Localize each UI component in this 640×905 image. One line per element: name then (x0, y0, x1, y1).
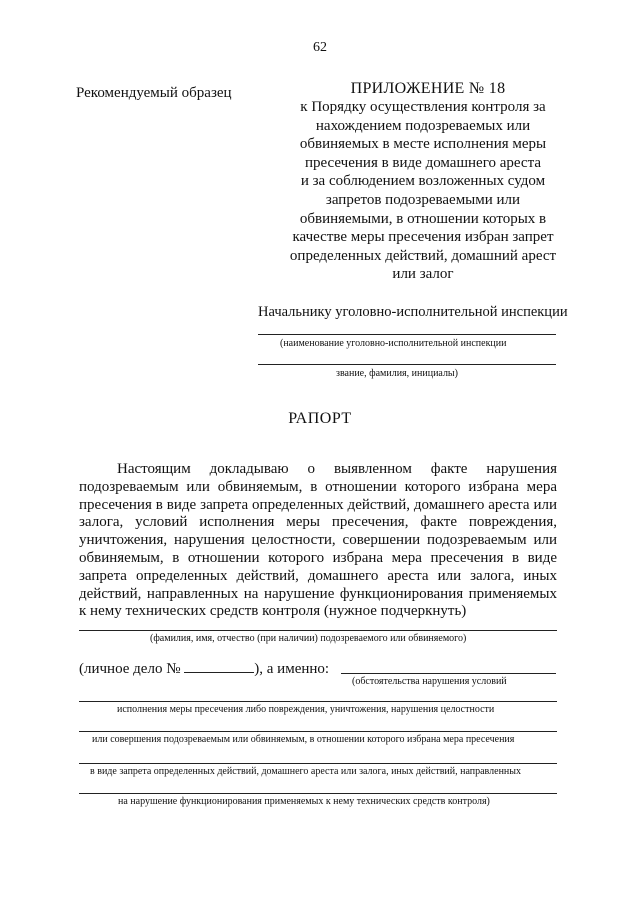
violation-field-1[interactable] (79, 701, 557, 702)
rank-name-caption: звание, фамилия, инициалы) (336, 368, 458, 379)
document-title: РАПОРТ (288, 410, 352, 427)
appendix-line: запретов подозреваемыми или (325, 191, 521, 208)
circumstances-field[interactable] (341, 673, 556, 674)
violation-field-4[interactable] (79, 793, 557, 794)
body-line: обвиняемым, в отношении которого избрана мера пресечения в виде (79, 549, 557, 566)
case-number-line (79, 660, 329, 678)
appendix-line: определенных действий, домашний арест (289, 247, 557, 264)
report-body (79, 461, 557, 621)
appendix-line: обвиняемыми, в отношении которых в (299, 210, 547, 227)
body-line: запрета определенных действий, домашнего ареста или залога, иных (79, 567, 557, 584)
appendix-title: ПРИЛОЖЕНИЕ № 18 (350, 80, 506, 97)
body-line: действий, направленных на нарушение функционирования применяемых (79, 585, 557, 602)
fio-caption: (фамилия, имя, отчество (при наличии) подозреваемого или обвиняемого) (150, 633, 467, 644)
appendix-description (282, 98, 564, 284)
body-line: Настоящим докладываю о выявленном факте нарушения (117, 461, 557, 477)
addressee-line: Начальнику уголовно-исполнительной инспекции (258, 304, 568, 320)
appendix-line: к Порядку осуществления контроля за (300, 99, 546, 115)
inspection-name-field[interactable] (258, 334, 556, 335)
rank-name-field[interactable] (258, 364, 556, 365)
violation-caption-3: в виде запрета определенных действий, домашнего ареста или залога, иных действий, направленных (90, 766, 522, 777)
body-line: пресечения в виде запрета определенных действий, домашнего ареста или (79, 496, 557, 513)
case-number-field[interactable] (184, 660, 254, 673)
violation-field-3[interactable] (79, 763, 557, 764)
appendix-line: обвиняемых в месте исполнения меры (299, 136, 547, 153)
case-number-prefix: (личное дело № (79, 661, 181, 677)
body-line: уничтожения, нарушения целостности, совершении подозреваемым или (79, 532, 557, 549)
appendix-line: качестве меры пресечения избран запрет (292, 229, 554, 246)
recommended-sample-label: Рекомендуемый образец (76, 85, 232, 101)
violation-caption-4: на нарушение функционирования применяемых к нему технических средств контроля) (118, 796, 490, 807)
violation-caption-2: или совершения подозреваемым или обвиняемым, в отношении которого избрана мера пресечения (92, 734, 515, 745)
case-number-suffix: ), а именно: (254, 661, 330, 677)
circumstances-caption: (обстоятельства нарушения условий (352, 676, 507, 687)
body-line: к нему технических средств контроля (нужное подчеркнуть) (79, 603, 467, 620)
appendix-line: нахождением подозреваемых или (315, 117, 531, 134)
inspection-name-caption: (наименование уголовно-исполнительной инспекции (280, 338, 507, 349)
appendix-line: пресечения в виде домашнего ареста (305, 154, 541, 171)
appendix-line: или залог (392, 266, 454, 283)
body-line: залога, условий исполнения меры пресечения, факте повреждения, (79, 514, 557, 531)
violation-field-2[interactable] (79, 731, 557, 732)
violation-caption-1: исполнения меры пресечения либо повреждения, уничтожения, нарушения целостности (117, 704, 495, 715)
page-number: 62 (313, 40, 327, 55)
fio-field[interactable] (79, 630, 557, 631)
body-line: подозреваемым или обвиняемым, в отношении которого избрана мера (79, 478, 557, 495)
appendix-line: и за соблюдением возложенных судом (300, 173, 546, 190)
